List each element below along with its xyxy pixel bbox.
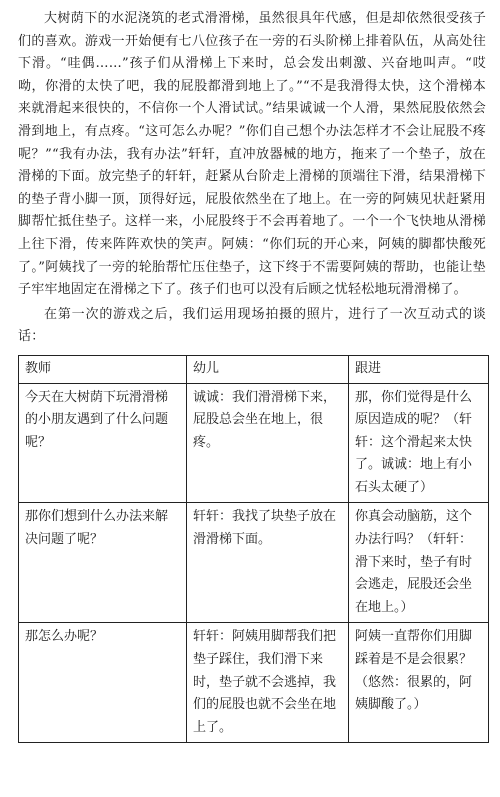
child-cell: 诚诚：我们滑滑梯下来，屁股总会坐在地上，很疼。 [187,383,349,503]
child-cell: 轩轩：我找了块垫子放在滑滑梯下面。 [187,503,349,623]
header-teacher: 教师 [19,355,187,383]
followup-cell: 阿姨一直帮你们用脚踩着是不是会很累？（悠然：很累的，阿姨脚酸了。） [349,623,489,743]
child-cell: 轩轩：阿姨用脚帮我们把垫子踩住，我们滑下来时，垫子就不会逃掉，我们的屁股也就不会坐在地上了。 [187,623,349,743]
table-row [19,623,489,743]
header-followup: 跟进 [349,355,489,383]
table-row [19,503,489,623]
teacher-cell: 今天在大树荫下玩滑滑梯的小朋友遇到了什么问题呢？ [19,383,187,503]
table-row [19,383,489,503]
story-paragraph: 大树荫下的水泥浇筑的老式滑滑梯，虽然很具年代感，但是却依然很受孩子们的喜欢。游戏一开始便有七八位孩子在一旁的石头阶梯上排着队伍，从高处往下滑。“哇偶……”孩子们从滑梯上下来时，总会发出刺激、兴奋地叫声。“哎呦，你滑的太快了吧，我的屁股都滑到地上了。”“不是我滑得太快，这个滑梯本来就滑起来很快的，不信你一个人滑试试。”结果诚诚一个人滑，果然屁股依然会滑到地上，有点疼。“这可怎么办呢？”你们自己想个办法怎样才不会让屁股不疼呢？”“我有办法，我有办法”轩轩，直冲放器械的地方，拖来了一个垫子，放在滑梯的下面。放完垫子的轩轩，赶紧从台阶走上滑梯的顶端往下滑，结果滑梯下的垫子背小脚一顶，顶得好远，屁股依然坐在了地上。在一旁的阿姨见状赶紧用脚帮忙抵住垫子。这样一来，小屁股终于不会再着地了。一个一个飞快地从滑梯上往下滑，传来阵阵欢快的笑声。阿姨：“你们玩的开心来，阿姨的脚都快酸死了。”阿姨找了一旁的轮胎帮忙压住垫子，这下终于不需要阿姨的帮助，也能让垫子牢牢地固定在滑梯之下了。孩子们也可以没有后顾之忧轻松地玩滑滑梯了。 [18,11,486,298]
followup-cell: 那，你们觉得是什么原因造成的呢？（轩轩：这个滑起来太快了。诚诚：地上有小石头太硬了） [349,383,489,503]
teacher-cell: 那怎么办呢？ [19,623,187,743]
dialogue-table [18,355,489,744]
teacher-cell: 那你们想到什么办法来解决问题了呢？ [19,503,187,623]
header-child: 幼儿 [187,355,349,383]
table-header-row [19,355,489,383]
intro-paragraph: 在第一次的游戏之后，我们运用现场拍摄的照片，进行了一次互动式的谈话： [18,306,486,345]
followup-cell: 你真会动脑筋，这个办法行吗？（轩轩：滑下来时，垫子有时会逃走，屁股还会坐在地上。） [349,503,489,623]
